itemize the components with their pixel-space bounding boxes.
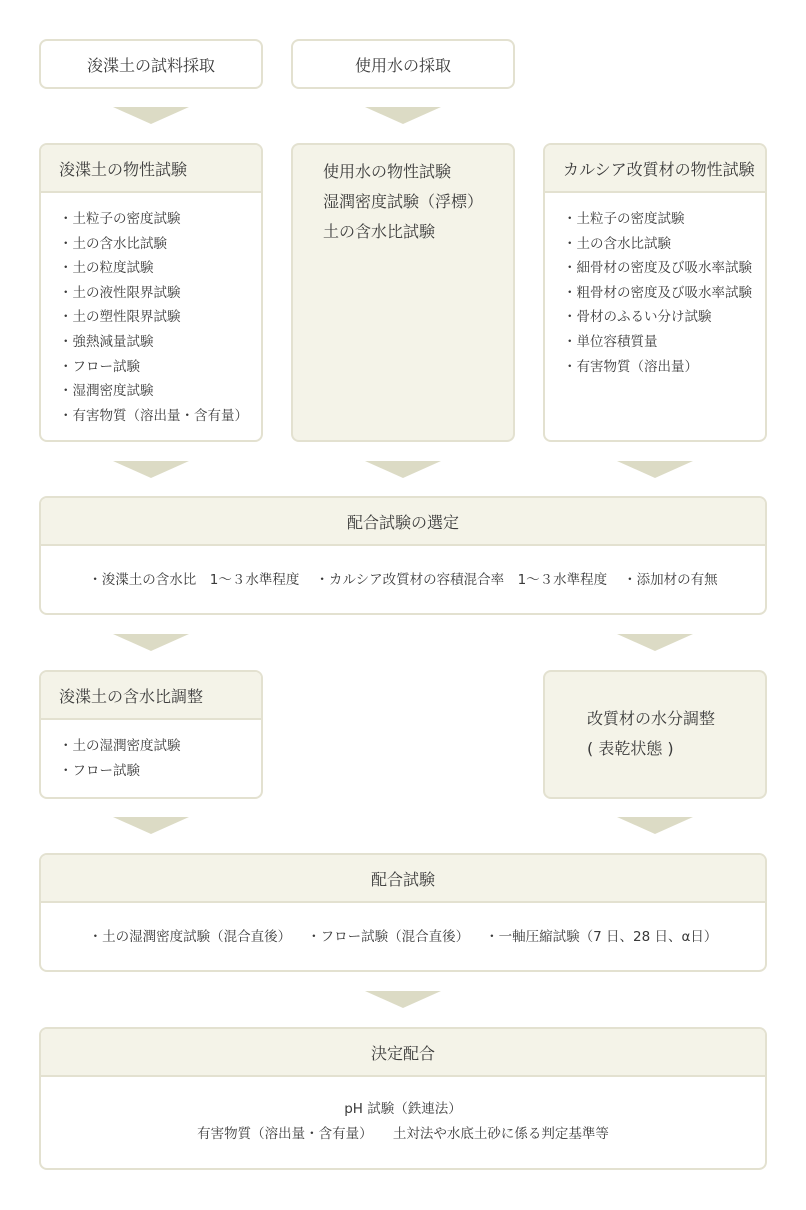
water-sampling-label: 使用水の採取 [354,55,451,75]
flow-arrow [113,817,189,834]
mix-test-item: ・土の湿潤密度試験（混合直後） [88,929,292,945]
water-properties-line: 湿潤密度試験（浮標） [323,192,484,211]
soil-properties-title: 浚渫土の物性試験 [41,145,261,193]
list-item: ・強熱減量試験 [59,333,154,350]
soil-moisture-adjust-title: 浚渫土の含水比調整 [41,672,261,720]
flow-arrow [617,634,693,651]
water-sampling-box [291,39,515,89]
final-mix-title: 決定配合 [41,1029,765,1077]
final-mix-line: 有害物質（溶出量・含有量） 土対法や水底土砂に係る判定基準等 [197,1126,609,1142]
list-item: ・単位容積質量 [563,333,658,350]
mix-test-title: 配合試験 [41,855,765,903]
list-item: ・土粒子の密度試験 [563,211,685,227]
mix-selection-item: ・カルシア改質材の容積混合率 1～３水準程度 [315,572,608,588]
water-properties-line: 使用水の物性試験 [323,162,452,181]
material-moisture-adjust-box [543,670,767,799]
mix-test-box [39,853,767,972]
flow-arrow [365,991,441,1008]
soil-sampling-label: 浚渫土の試料採取 [86,55,215,75]
list-item: ・骨材のふるい分け試験 [563,309,712,326]
final-mix-line: pH 試験（鉄連法） [344,1101,462,1117]
material-moisture-adjust-line: ( 表乾状態 ) [587,739,674,758]
mix-selection-item: ・添加材の有無 [623,572,718,588]
calcia-properties-title: カルシア改質材の物性試験 [545,145,765,193]
list-item: ・土粒子の密度試験 [59,211,181,227]
flow-arrow [113,107,189,124]
list-item: ・土の含水比試験 [59,235,167,252]
list-item: ・土の含水比試験 [563,235,671,252]
flow-arrow [113,461,189,478]
flow-arrow [365,107,441,124]
list-item: ・フロー試験 [59,358,140,375]
mix-test-item: ・フロー試験（混合直後） [307,929,470,945]
water-properties-box [291,143,515,442]
final-mix-lines [41,1077,765,1147]
list-item: ・有害物質（溶出量） [563,358,698,375]
list-item: ・粗骨材の密度及び吸水率試験 [563,284,752,301]
material-moisture-adjust-line: 改質材の水分調整 [587,709,716,728]
list-item: ・土の粒度試験 [59,260,154,277]
mix-selection-title: 配合試験の選定 [41,498,765,546]
soil-moisture-adjust-box [39,670,263,799]
calcia-properties-box [543,143,767,442]
water-properties-lines [293,145,513,247]
mix-selection-item: ・浚渫土の含水比 1～３水準程度 [88,572,300,588]
list-item: ・土の塑性限界試験 [59,309,181,326]
list-item: ・有害物質（溶出量・含有量） [59,407,248,424]
water-properties-line: 土の含水比試験 [323,222,436,241]
flow-arrow [617,461,693,478]
flow-arrow [113,634,189,651]
mix-selection-box [39,496,767,615]
list-item: ・湿潤密度試験 [59,383,154,400]
list-item: ・土の液性限界試験 [59,284,181,301]
material-moisture-adjust-lines [545,672,765,764]
mix-selection-items [41,546,765,588]
list-item: ・土の湿潤密度試験 [59,738,181,754]
flow-arrow [365,461,441,478]
flow-arrow [617,817,693,834]
list-item: ・フロー試験 [59,762,140,779]
soil-properties-box [39,143,263,442]
mix-test-item: ・一軸圧縮試験（7 日、28 日、α日） [485,929,718,945]
list-item: ・細骨材の密度及び吸水率試験 [563,260,752,277]
soil-properties-list [41,193,261,428]
calcia-properties-list [545,193,765,379]
soil-moisture-adjust-list [41,720,261,783]
mix-test-items [41,903,765,945]
final-mix-box [39,1027,767,1170]
soil-sampling-box [39,39,263,89]
